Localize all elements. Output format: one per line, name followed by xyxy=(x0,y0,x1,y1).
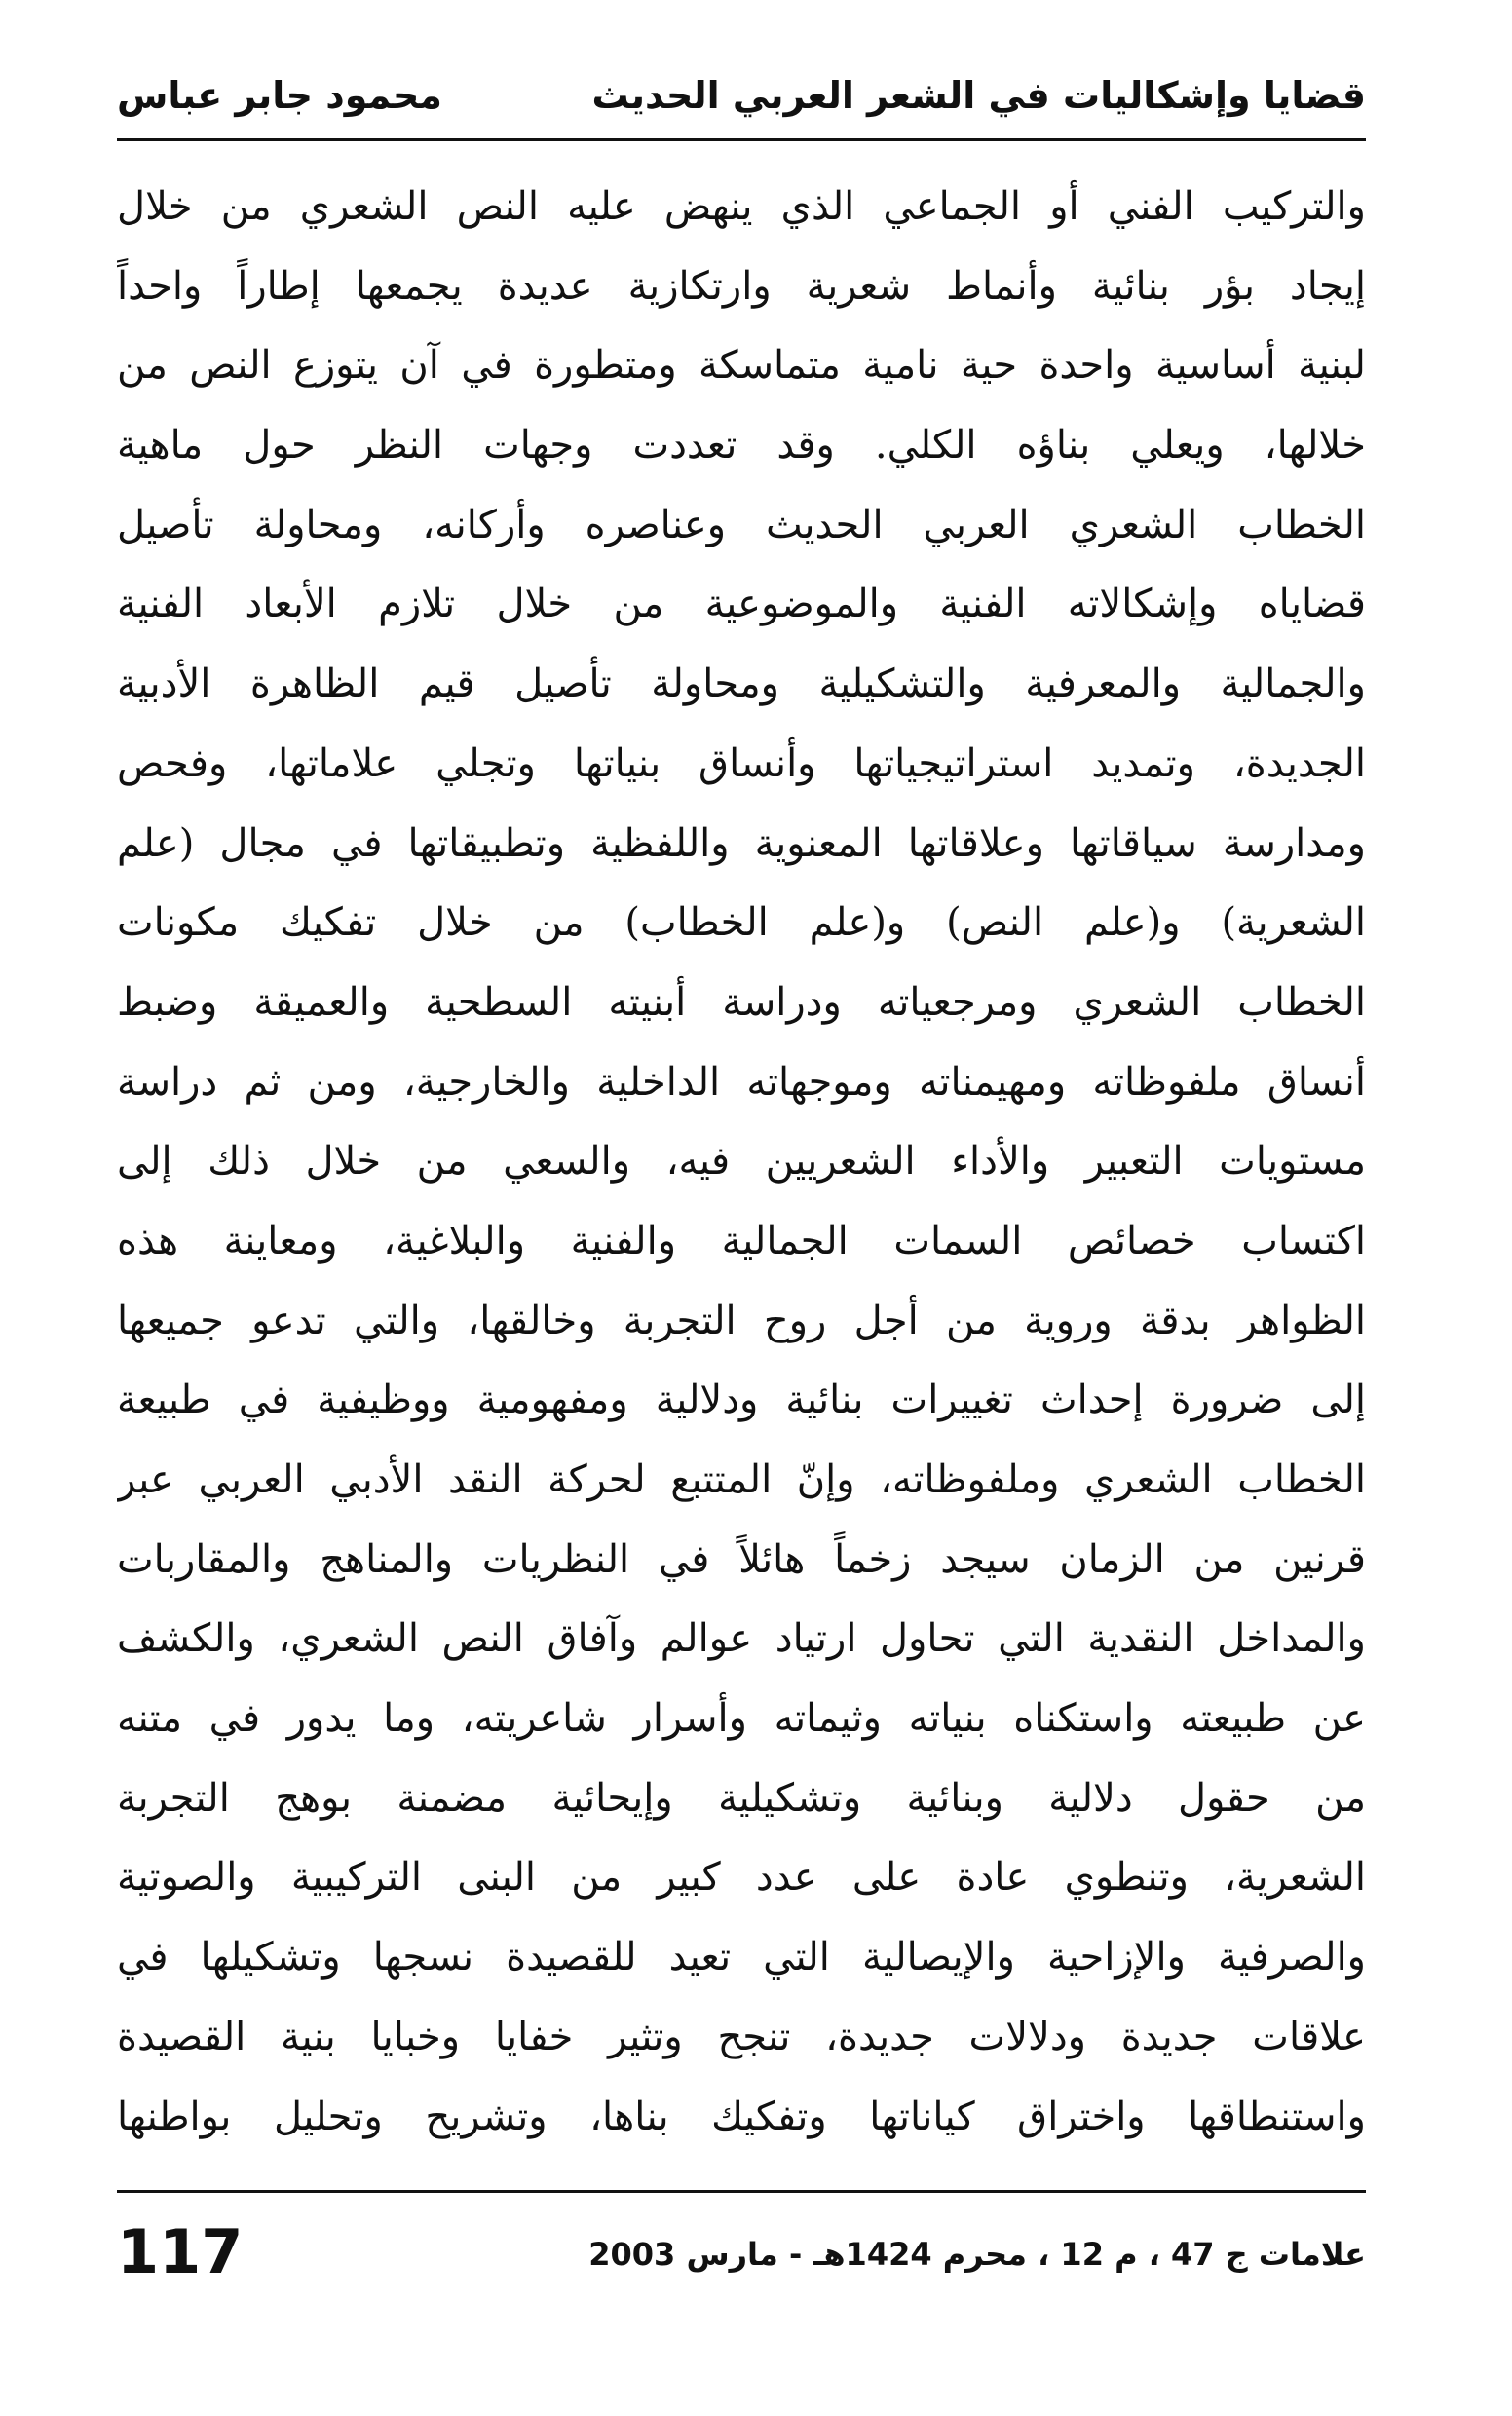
text-line: الشعرية) و(علم النص) و(علم الخطاب) من خلال تفكيك مكونات xyxy=(117,900,1366,946)
text-line: والتركيب الفني أو الجماعي الذي ينهض عليه النص الشعري من خلال xyxy=(117,184,1366,229)
text-line: الظواهر بدقة وروية من أجل روح التجربة وخالقها، والتي تدعو جميعها xyxy=(117,1298,1366,1343)
footer-rule xyxy=(117,2190,1366,2193)
text-line: الشعرية، وتنطوي عادة على عدد كبير من البنى التركيبية والصوتية xyxy=(117,1855,1366,1901)
text-line: عن طبيعته واستكناه بنياته وثيماته وأسرار شاعريته، وما يدور في متنه xyxy=(117,1696,1366,1742)
text-line: والمداخل النقدية التي تحاول ارتياد عوالم وآفاق النص الشعري، والكشف xyxy=(117,1616,1366,1662)
text-line: الخطاب الشعري وملفوظاته، وإنّ المتتبع لحركة النقد الأدبي العربي عبر xyxy=(117,1457,1366,1502)
text-line: علاقات جديدة ودلالات جديدة، تنجح وتثير خفايا وخبايا بنية القصيدة xyxy=(117,2014,1366,2059)
text-line: الخطاب الشعري العربي الحديث وعناصره وأركانه، ومحاولة تأصيل xyxy=(117,502,1366,547)
running-footer xyxy=(117,2204,1366,2311)
text-line: والصرفية والإزاحية والإيصالية التي تعيد للقصيدة نسجها وتشكيلها في xyxy=(117,1935,1366,1981)
text-line: مستويات التعبير والأداء الشعريين فيه، والسعي من خلال ذلك إلى xyxy=(117,1139,1366,1185)
text-line: قرنين من الزمان سيجد زخماً هائلاً في النظريات والمناهج والمقاربات xyxy=(117,1536,1366,1582)
book-title: قضايا وإشكاليات في الشعر العربي الحديث xyxy=(591,74,1366,117)
body-paragraph xyxy=(117,168,1366,2157)
header-rule xyxy=(117,138,1366,141)
text-line: والجمالية والمعرفية والتشكيلية ومحاولة تأصيل قيم الظاهرة الأدبية xyxy=(117,661,1366,707)
text-line: واستنطاقها واختراق كياناتها وتفكيك بناها، وتشريح وتحليل بواطنها xyxy=(117,2094,1366,2139)
author-name: محمود جابر عباس xyxy=(117,74,442,117)
text-line: قضاياه وإشكالاته الفنية والموضوعية من خلال تلازم الأبعاد الفنية xyxy=(117,582,1366,627)
page-number: 117 xyxy=(117,2216,244,2287)
text-line: اكتساب خصائص السمات الجمالية والفنية والبلاغية، ومعاينة هذه xyxy=(117,1218,1366,1264)
journal-citation: علامات ج 47 ، م 12 ، محرم 1424هـ - مارس 2003 xyxy=(588,2236,1366,2273)
text-line: إيجاد بؤر بنائية وأنماط شعرية وارتكازية عديدة يجمعها إطاراً واحداً xyxy=(117,263,1366,309)
text-line: إلى ضرورة إحداث تغييرات بنائية ودلالية ومفهومية ووظيفية في طبيعة xyxy=(117,1378,1366,1423)
text-line: لبنية أساسية واحدة حية نامية متماسكة ومتطورة في آن يتوزع النص من xyxy=(117,343,1366,389)
text-line: خلالها، ويعلي بناؤه الكلي. وقد تعددت وجهات النظر حول ماهية xyxy=(117,423,1366,469)
text-line: ومدارسة سياقاتها وعلاقاتها المعنوية واللفظية وتطبيقاتها في مجال (علم xyxy=(117,820,1366,866)
text-line: الخطاب الشعري ومرجعياته ودراسة أبنيته السطحية والعميقة وضبط xyxy=(117,979,1366,1025)
text-line: أنساق ملفوظاته ومهيمناته وموجهاته الداخلية والخارجية، ومن ثم دراسة xyxy=(117,1059,1366,1105)
running-header xyxy=(117,58,1366,146)
text-line: الجديدة، وتمديد استراتيجياتها وأنساق بنياتها وتجلي علاماتها، وفحص xyxy=(117,740,1366,786)
text-line: من حقول دلالية وبنائية وتشكيلية وإيحائية مضمنة بوهج التجربة xyxy=(117,1775,1366,1821)
